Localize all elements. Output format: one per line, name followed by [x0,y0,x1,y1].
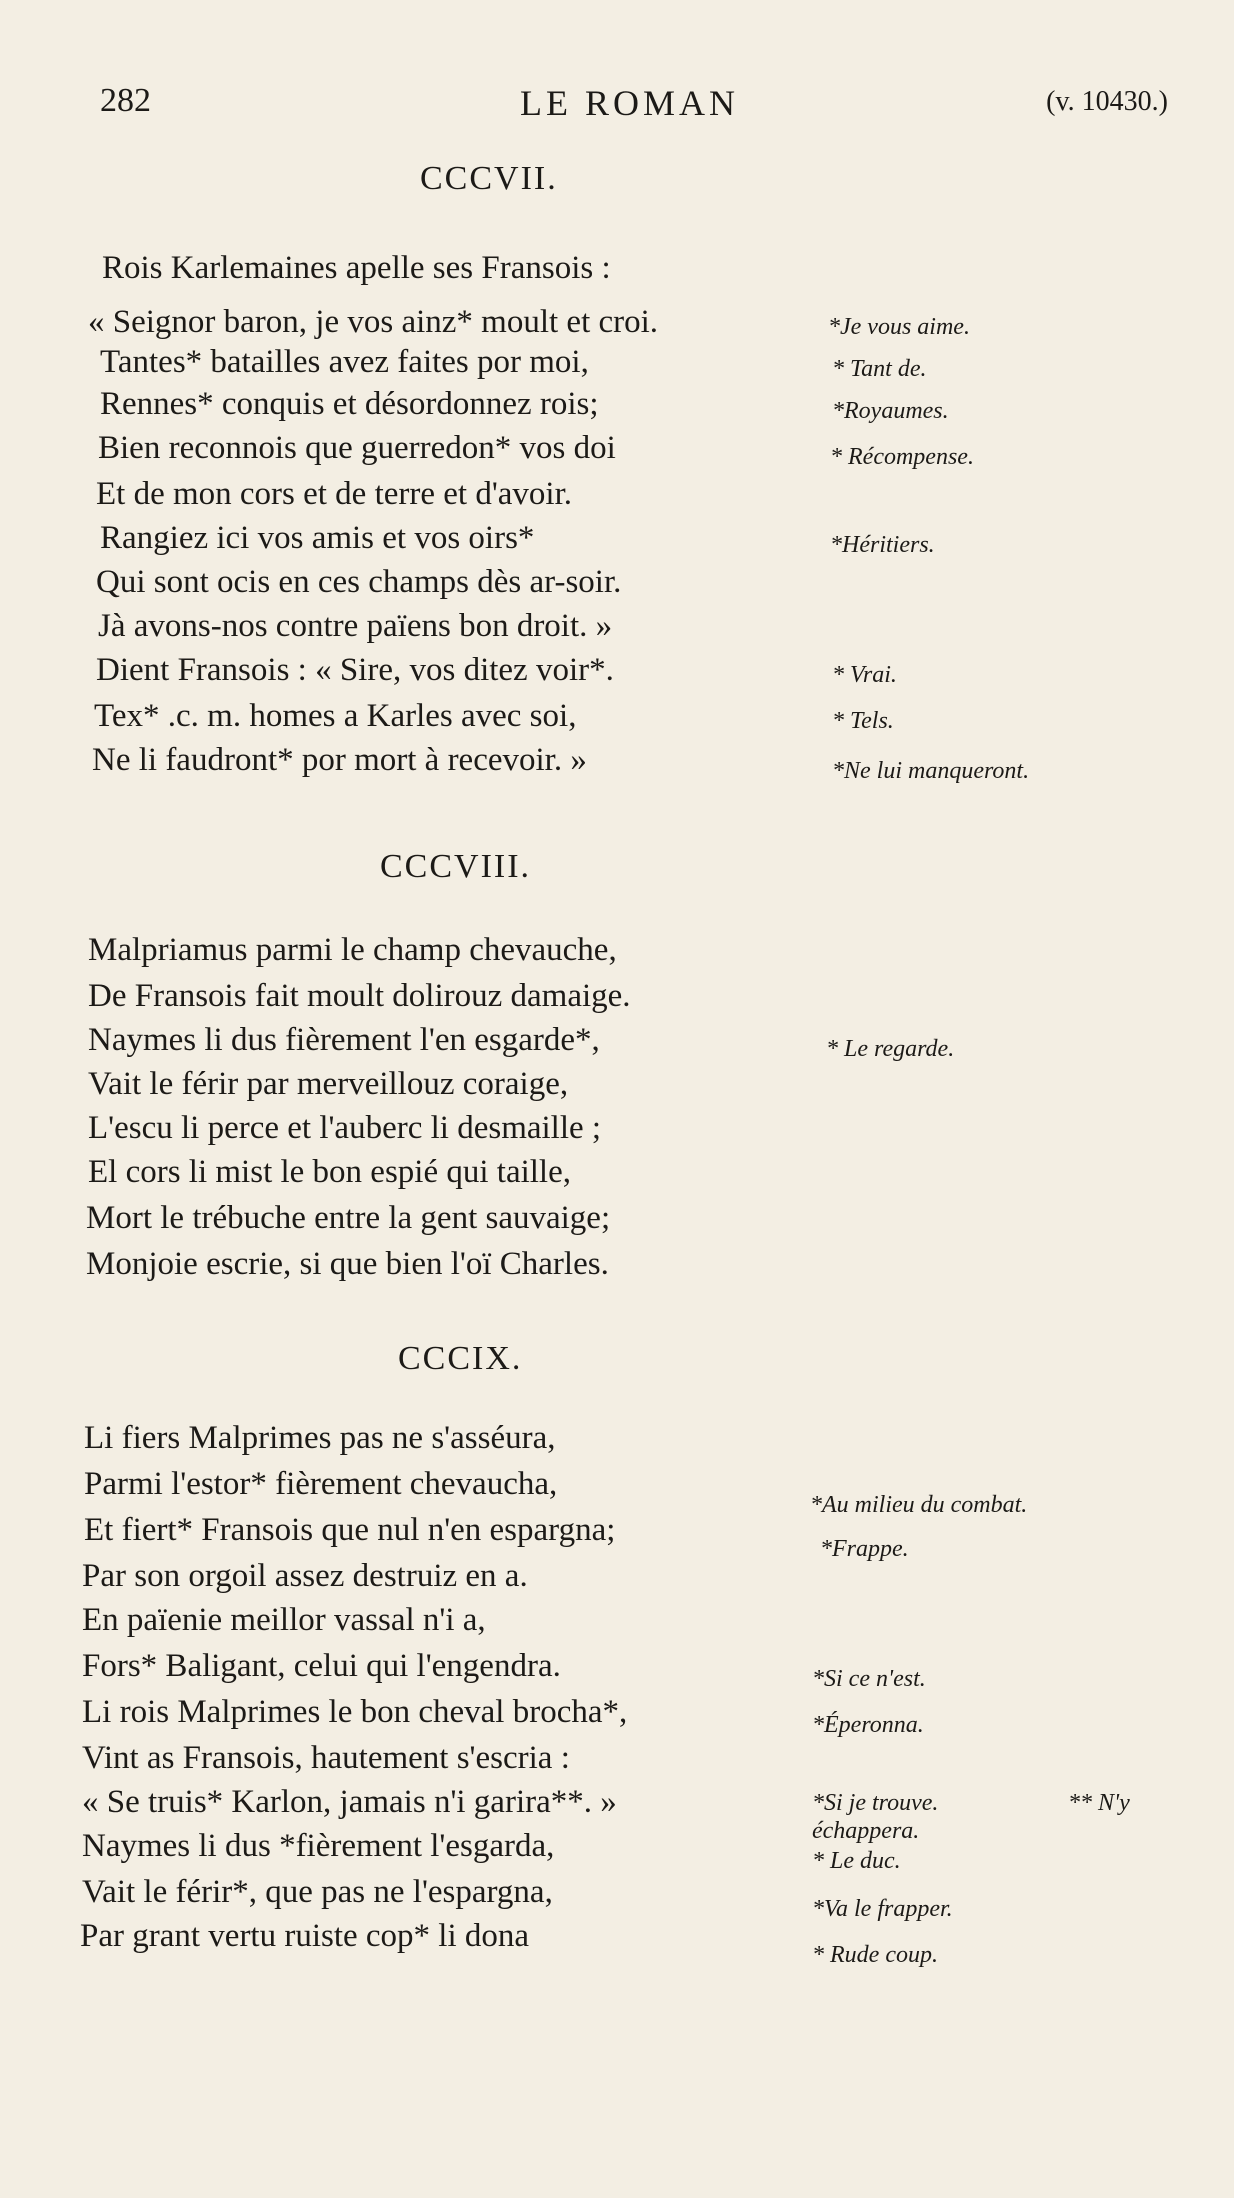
footnote-gloss: * Le regarde. [826,1036,955,1062]
verse-line: Qui sont ocis en ces champs dès ar-soir. [96,564,622,600]
footnote-gloss: *Va le frapper. [812,1896,953,1922]
verse-line: Naymes li dus *fièrement l'esgarda, [82,1828,555,1864]
verse-line: Malpriamus parmi le champ chevauche, [88,932,617,968]
verse-line: Vint as Fransois, hautement s'escria : [82,1740,570,1776]
section-heading: CCCVIII. [380,848,532,885]
verse-line: Et fiert* Fransois que nul n'en espargna; [84,1512,616,1548]
verse-line: Bien reconnois que guerredon* vos doi [98,430,616,466]
verse-line: L'escu li perce et l'auberc li desmaille ; [88,1110,602,1146]
footnote-gloss: échappera. [812,1818,920,1844]
verse-line: Fors* Baligant, celui qui l'engendra. [82,1648,561,1684]
footnote-gloss: *Si je trouve. [812,1790,939,1816]
section-heading: CCCIX. [398,1340,523,1377]
verse-line: Ne li faudront* por mort à recevoir. » [92,742,587,778]
verse-line: Tex* .c. m. homes a Karles avec soi, [94,698,577,734]
footnote-gloss: *Héritiers. [830,532,935,558]
section-heading: CCCVII. [420,160,558,197]
verse-line: Monjoie escrie, si que bien l'oï Charles. [86,1246,609,1282]
verse-line: Vait le férir par merveillouz coraige, [88,1066,569,1102]
verse-line: Li fiers Malprimes pas ne s'asséura, [84,1420,556,1456]
running-title: LE ROMAN [520,83,739,123]
verse-line: Jà avons-nos contre païens bon droit. » [98,608,613,644]
verse-line: Et de mon cors et de terre et d'avoir. [96,476,573,512]
verse-line: Rangiez ici vos amis et vos oirs* [100,520,535,556]
footnote-gloss: ** N'y [1068,1790,1130,1816]
verse-line: Par grant vertu ruiste cop* li dona [80,1918,530,1954]
verse-line: « Se truis* Karlon, jamais n'i garira**. » [82,1784,617,1820]
footnote-gloss: *Je vous aime. [828,314,970,340]
footnote-gloss: * Tant de. [832,356,927,382]
verse-line: Tantes* batailles avez faites por moi, [100,344,589,380]
verse-line: Parmi l'estor* fièrement chevaucha, [84,1466,558,1502]
verse-line: De Fransois fait moult dolirouz damaige. [88,978,631,1014]
verse-line: Mort le trébuche entre la gent sauvaige; [86,1200,611,1236]
page-number: 282 [100,82,151,119]
verse-reference: (v. 10430.) [1046,86,1168,117]
footnote-gloss: *Ne lui manqueront. [832,758,1030,784]
verse-line: Dient Fransois : « Sire, vos ditez voir*. [96,652,614,688]
footnote-gloss: * Tels. [832,708,894,734]
verse-line: Rennes* conquis et désordonnez rois; [100,386,599,422]
verse-line: En païenie meillor vassal n'i a, [82,1602,486,1638]
footnote-gloss: *Royaumes. [832,398,949,424]
footnote-gloss: * Rude coup. [812,1942,938,1968]
verse-line: El cors li mist le bon espié qui taille, [88,1154,571,1190]
footnote-gloss: *Au milieu du combat. [810,1492,1028,1518]
footnote-gloss: *Si ce n'est. [812,1666,926,1692]
footnote-gloss: * Vrai. [832,662,897,688]
footnote-gloss: *Frappe. [820,1536,909,1562]
footnote-gloss: * Le duc. [812,1848,901,1874]
footnote-gloss: *Éperonna. [812,1712,924,1738]
verse-line: Naymes li dus fièrement l'en esgarde*, [88,1022,600,1058]
verse-line: Rois Karlemaines apelle ses Fransois : [102,250,611,286]
page-header [100,82,1174,132]
verse-line: Vait le férir*, que pas ne l'espargna, [82,1874,553,1910]
footnote-gloss: * Récompense. [830,444,974,470]
verse-line: « Seignor baron, je vos ainz* moult et croi. [88,304,659,340]
verse-line: Par son orgoil assez destruiz en a. [82,1558,528,1594]
verse-line: Li rois Malprimes le bon cheval brocha*, [82,1694,628,1730]
